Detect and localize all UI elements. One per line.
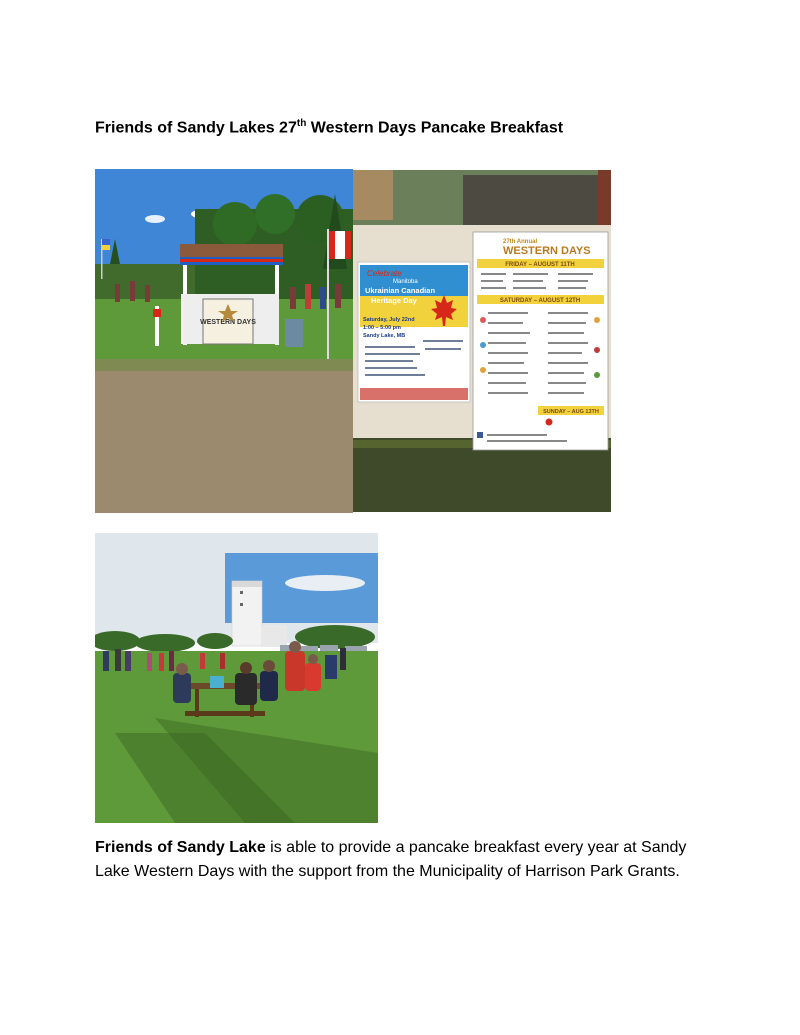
title-superscript: th: [296, 118, 307, 129]
caption-bold: Friends of Sandy Lake: [95, 839, 266, 856]
poster-province: Manitoba: [393, 279, 418, 285]
page-title: [95, 118, 563, 137]
poster-heading: WESTERN DAYS: [503, 245, 591, 257]
poster-day3: SUNDAY – AUG 13TH: [543, 409, 599, 415]
poster-heading-small: 27th Annual: [503, 239, 538, 245]
poster-place: Sandy Lake, MB: [363, 333, 406, 339]
poster-day2: SATURDAY – AUGUST 12TH: [499, 298, 581, 304]
booth-sign-text: WESTERN DAYS: [200, 319, 256, 326]
booth-photo: [95, 169, 353, 513]
caption-paragraph: [95, 836, 715, 884]
poster-line1: Ukrainian Canadian: [365, 286, 436, 295]
title-text: Friends of Sandy Lakes 27: [95, 119, 297, 137]
poster-day1: FRIDAY – AUGUST 11TH: [505, 262, 575, 268]
picnic-photo: [95, 533, 378, 823]
posters-photo: [353, 170, 611, 512]
poster-script: Celebrate: [367, 269, 402, 278]
title-rest: Western Days Pancake Breakfast: [306, 119, 564, 137]
poster-line2: Heritage Day: [371, 296, 417, 305]
caption-text: is able to provide a pancake breakfast every year at Sandy Lake Western Days with the support from the Municipality of Harrison Park Grants.: [95, 839, 687, 880]
poster-date: Saturday, July 22nd: [363, 317, 415, 323]
poster-time: 1:00 – 5:00 pm: [363, 325, 401, 331]
